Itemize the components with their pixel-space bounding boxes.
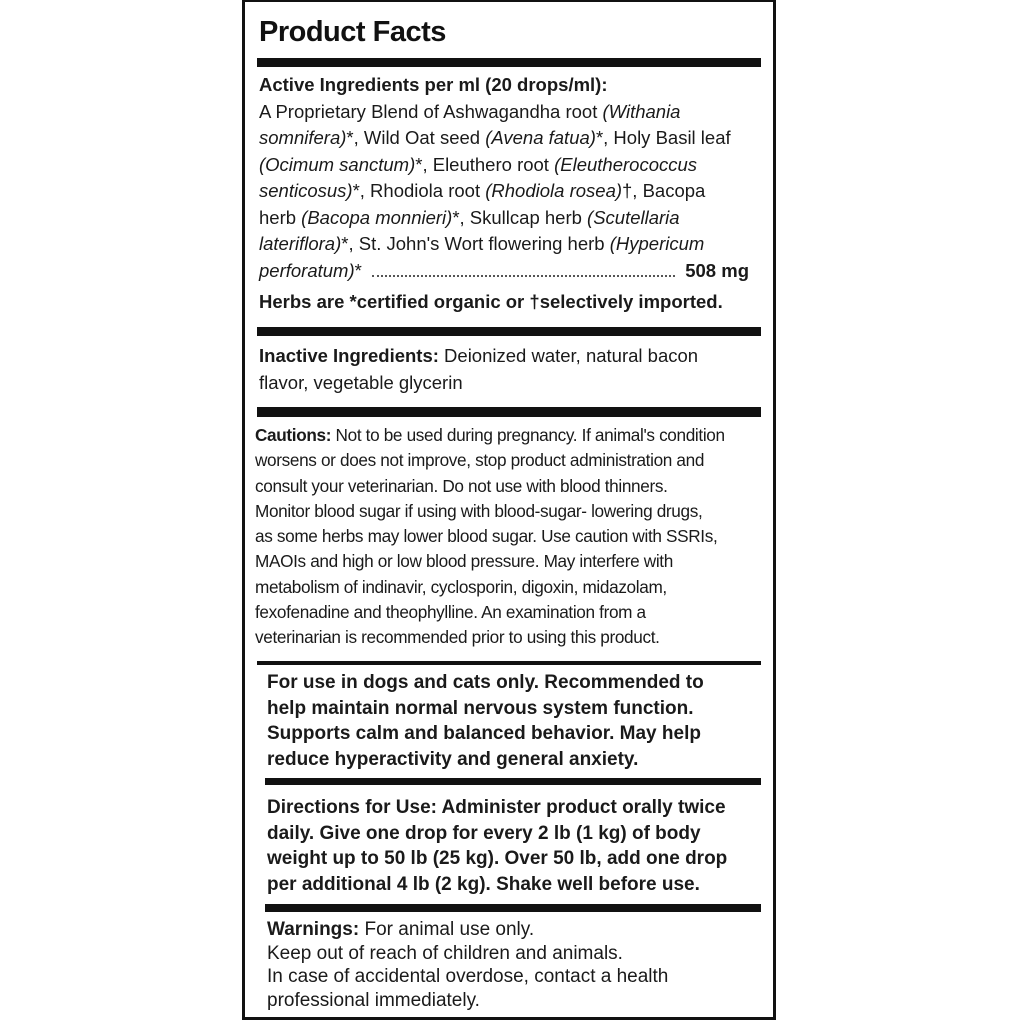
cautions-line: Monitor blood sugar if using with blood-sugar- lowering drugs, xyxy=(255,500,703,521)
inactive-ingredients-text: Deionized water, natural bacon xyxy=(444,345,699,366)
section-divider-3 xyxy=(257,661,761,665)
cautions-line: as some herbs may lower blood sugar. Use caution with SSRIs, xyxy=(255,526,718,547)
warnings-line: In case of accidental overdose, contact a health xyxy=(267,966,669,987)
ingredient-latin-name: perforatum) xyxy=(259,259,355,281)
ingredient-text: *, Skullcap herb xyxy=(452,206,588,228)
cautions-line: worsens or does not improve, stop product administration and xyxy=(255,450,705,471)
ingredient-line xyxy=(259,152,763,179)
ingredient-latin-name: (Bacopa monnieri) xyxy=(301,206,453,228)
usage-line: reduce hyperactivity and general anxiety. xyxy=(267,748,639,770)
section-divider-5 xyxy=(265,904,761,912)
cautions-line: MAOIs and high or low blood pressure. May interfere with xyxy=(255,551,673,572)
cautions-line: metabolism of indinavir, cyclosporin, digoxin, midazolam, xyxy=(255,576,667,597)
ingredient-text: *, Wild Oat seed xyxy=(346,127,486,148)
usage-line: Supports calm and balanced behavior. May help xyxy=(267,723,701,745)
warnings-line: For animal use only. xyxy=(364,919,535,940)
directions-line: weight up to 50 lb (25 kg). Over 50 lb, add one drop xyxy=(267,848,728,870)
warnings-label: Warnings: xyxy=(267,919,360,940)
ingredient-latin-name: (Hypericum xyxy=(609,233,705,254)
title-divider xyxy=(257,58,761,67)
ingredient-text: *, Holy Basil leaf xyxy=(595,127,731,148)
ingredient-text: *, St. John's Wort flowering herb xyxy=(341,233,610,254)
usage-line: help maintain normal nervous system function. xyxy=(267,697,694,719)
section-divider-4 xyxy=(265,778,761,785)
ingredient-text: herb xyxy=(259,206,302,228)
ingredient-latin-name: senticosus) xyxy=(259,180,353,201)
cautions-line: fexofenadine and theophylline. An examination from a xyxy=(255,602,646,623)
usage-line: For use in dogs and cats only. Recommended to xyxy=(267,672,704,693)
ingredient-latin-name: (Ocimum sanctum) xyxy=(259,153,416,175)
inactive-ingredients-text-2: flavor, vegetable glycerin xyxy=(259,371,463,393)
organic-marker: * xyxy=(354,259,362,281)
ingredient-text: *, Rhodiola root xyxy=(352,180,486,201)
warnings-section xyxy=(267,918,763,1012)
usage-section xyxy=(267,670,763,772)
ingredient-line xyxy=(259,99,763,126)
ingredient-text: A Proprietary Blend of Ashwagandha root xyxy=(259,100,603,122)
product-facts-panel xyxy=(242,0,776,1020)
ingredient-line xyxy=(259,125,763,152)
ingredient-latin-name: (Eleutherococcus xyxy=(554,153,698,175)
cautions-line: Not to be used during pregnancy. If animal's condition xyxy=(335,425,725,445)
ingredient-latin-name: (Scutellaria xyxy=(587,206,680,228)
ingredient-line xyxy=(259,178,763,205)
ingredient-text: *, Eleuthero root xyxy=(415,153,555,175)
cautions-line: consult your veterinarian. Do not use with blood thinners. xyxy=(255,475,668,496)
inactive-ingredients-section xyxy=(259,343,763,396)
cautions-label: Cautions: xyxy=(255,425,332,445)
blend-total-line xyxy=(259,258,763,285)
panel-title: Product Facts xyxy=(259,16,446,48)
ingredient-latin-name: (Withania xyxy=(602,100,681,122)
active-ingredients-section xyxy=(259,72,763,316)
section-divider-2 xyxy=(257,407,761,417)
cautions-line: veterinarian is recommended prior to using this product. xyxy=(255,627,660,648)
inactive-ingredients-label: Inactive Ingredients: xyxy=(259,345,439,366)
ingredient-line xyxy=(259,231,763,258)
blend-amount: 508 mg xyxy=(685,259,749,281)
dot-leader xyxy=(372,275,675,277)
ingredient-latin-name: (Rhodiola rosea) xyxy=(485,180,623,201)
directions-line: daily. Give one drop for every 2 lb (1 kg) of body xyxy=(267,822,701,844)
ingredient-latin-name: (Avena fatua) xyxy=(485,127,596,148)
ingredient-latin-name: somnifera) xyxy=(259,127,347,148)
ingredient-line xyxy=(259,205,763,232)
warnings-line: professional immediately. xyxy=(267,989,480,1011)
directions-line: Directions for Use: Administer product orally twice xyxy=(267,797,726,818)
directions-section xyxy=(267,795,763,897)
active-ingredients-heading: Active Ingredients per ml (20 drops/ml): xyxy=(259,74,608,95)
ingredient-text: †, Bacopa xyxy=(622,180,706,201)
active-ingredients-list xyxy=(259,99,763,258)
directions-line: per additional 4 lb (2 kg). Shake well before use. xyxy=(267,873,700,895)
ingredient-latin-name: lateriflora) xyxy=(259,233,342,254)
section-divider-1 xyxy=(257,327,761,336)
herbs-note: Herbs are *certified organic or †selectively imported. xyxy=(259,291,723,312)
warnings-line: Keep out of reach of children and animals. xyxy=(267,942,623,964)
cautions-section xyxy=(255,423,763,651)
